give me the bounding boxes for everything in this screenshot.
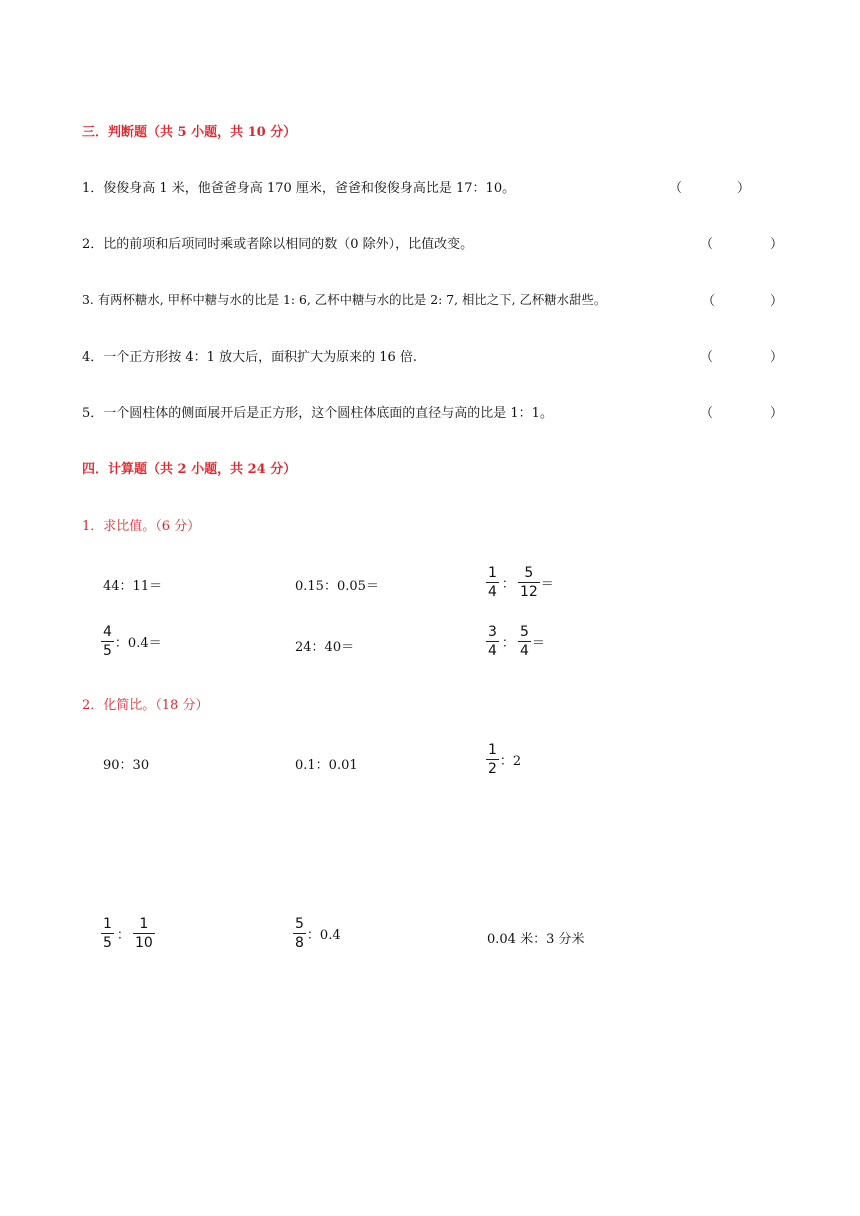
denominator: 5 [103,643,112,659]
equals: ＝ [531,636,545,651]
paren-open: （ [700,237,714,252]
numerator: 5 [519,624,529,640]
q2-f: 0.04 米：3 分米 [487,932,585,947]
q2-d [101,917,155,950]
q1-d [101,625,162,658]
judge-item-2: 2．比的前项和后项同时乘或者除以相同的数（0 除外），比值改变。 [82,237,474,252]
paren-open: （ [700,350,714,365]
paren-close: ） [737,181,751,196]
fraction [486,625,499,658]
q2-e [293,917,341,950]
denominator: 10 [134,935,153,951]
denominator: 4 [488,643,497,659]
fraction [133,917,155,950]
q1-f [486,625,545,658]
paren-close: ） [770,350,784,365]
numerator: 4 [103,624,112,640]
ratio-colon: ： [116,928,130,943]
numerator: 5 [295,916,304,932]
judge-item-1: 1．俊俊身高 1 米，他爸爸身高 170 厘米，爸爸和俊俊身高比是 17：10。 [82,181,516,196]
q2-c [486,743,521,776]
numerator: 5 [524,565,534,581]
numerator: 1 [488,742,497,758]
ratio-colon: ： [501,636,515,651]
paren-open: （ [700,406,714,421]
judge-item-5: 5．一个圆柱体的侧面展开后是正方形，这个圆柱体底面的直径与高的比是 1：1。 [82,406,553,421]
numerator: 1 [139,916,149,932]
ratio-colon: ： [501,577,515,592]
fraction [518,566,540,599]
judge-item-4: 4．一个正方形按 4：1 放大后，面积扩大为原来的 16 倍. [82,350,418,365]
q1-e: 24：40＝ [295,640,355,655]
q1-c [486,566,554,599]
q1-a: 44：11＝ [103,579,163,594]
denominator: 4 [488,584,497,600]
numerator: 1 [488,565,497,581]
denominator: 2 [488,761,497,777]
paren-close: ） [770,237,784,252]
section3-title: 三．判断题（共 5 小题，共 10 分） [82,125,297,140]
q2-a: 90：30 [103,758,150,773]
fraction [486,566,499,599]
judge-item-3: 3. 有两杯糖水, 甲杯中糖与水的比是 1: 6, 乙杯中糖与水的比是 2: 7, 相比之下, 乙杯糖水甜些。 [82,292,607,307]
denominator: 5 [103,935,112,951]
q1-b: 0.15：0.05＝ [295,579,379,594]
numerator: 3 [488,624,497,640]
equals: ＝ [540,577,554,592]
fraction [101,917,114,950]
paren-open: （ [669,181,683,196]
q1-title: 1．求比值。（6 分） [82,519,201,534]
paren-close: ） [770,406,784,421]
ratio-rest: ：2 [499,754,522,769]
q2-b: 0.1：0.01 [295,758,358,773]
ratio-rest: ：0.4 [306,928,341,943]
fraction [101,625,114,658]
fraction [518,625,531,658]
fraction [293,917,306,950]
q2-title: 2．化简比。（18 分） [82,698,209,713]
ratio-rest: ：0.4＝ [114,636,162,651]
section4-title: 四．计算题（共 2 小题，共 24 分） [82,462,297,477]
paren-close: ） [770,294,784,309]
denominator: 12 [519,584,538,600]
paren-open: （ [702,294,716,309]
numerator: 1 [103,916,112,932]
denominator: 4 [519,643,529,659]
denominator: 8 [295,935,304,951]
fraction [486,743,499,776]
